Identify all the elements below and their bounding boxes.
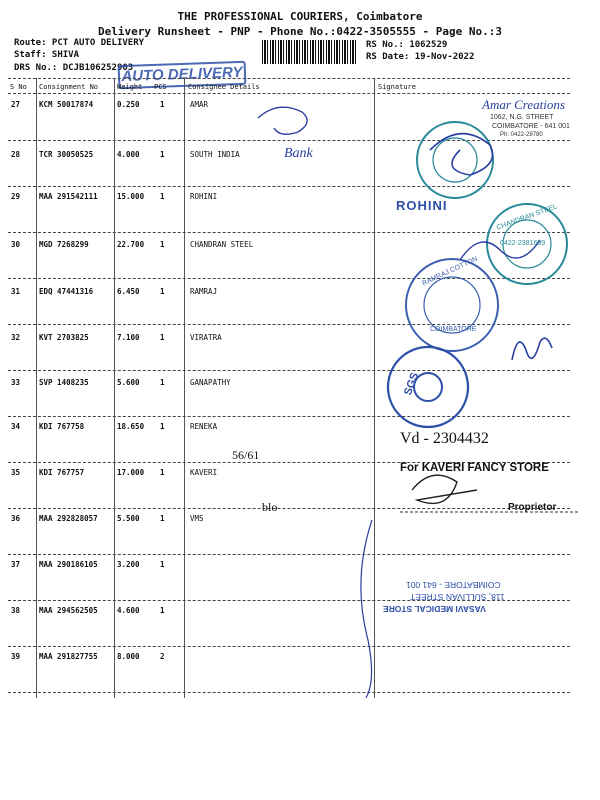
handwriting-5661: 56/61 xyxy=(232,448,260,462)
row-sno: 28 xyxy=(11,150,21,159)
row-pcs: 1 xyxy=(160,333,165,342)
amar-address-2: COIMBATORE - 641 001 xyxy=(492,123,570,130)
signature-scribble xyxy=(430,134,493,175)
vasavi-stamp-line-2: 118, SULLIVAN STREET xyxy=(410,592,505,602)
amar-phone: Ph: 0422-29780 xyxy=(500,132,543,138)
row-weight: 5.500 xyxy=(117,514,140,523)
row-sno: 39 xyxy=(11,652,21,661)
row-weight: 18.650 xyxy=(117,422,145,431)
row-weight: 5.600 xyxy=(117,378,140,387)
rs-number: RS No.: 1062529 xyxy=(366,40,448,50)
signature-scribble xyxy=(412,475,477,503)
signature-scribble xyxy=(512,338,552,360)
row-consignee: RAMRAJ xyxy=(190,287,218,296)
col-header-weight: Weight xyxy=(117,83,143,91)
proprietor-label: Proprietor xyxy=(508,502,557,513)
row-consignment: MAA 292828057 xyxy=(39,514,98,523)
row-sno: 33 xyxy=(11,378,21,387)
col-header-sno: S No xyxy=(10,83,27,91)
round-stamp xyxy=(417,122,493,198)
ramraj-stamp-city: COIMBATORE xyxy=(430,326,477,333)
ramraj-stamp-inner xyxy=(424,277,480,333)
col-header-consignee: Consignee Details xyxy=(188,83,260,91)
scribble-mark xyxy=(258,107,307,134)
row-sno: 29 xyxy=(11,192,21,201)
row-pcs: 1 xyxy=(160,514,165,523)
row-pcs: 1 xyxy=(160,468,165,477)
auto-delivery-stamp: AUTO DELIVERY xyxy=(118,61,247,89)
runsheet-title: Delivery Runsheet - PNP - Phone No.:0422-3505555 - Page No.:3 xyxy=(98,25,502,38)
row-consignee: SOUTH INDIA xyxy=(190,150,240,159)
row-weight: 8.000 xyxy=(117,652,140,661)
row-consignment: MAA 290186105 xyxy=(39,560,98,569)
row-consignment: MAA 291827755 xyxy=(39,652,98,661)
row-pcs: 2 xyxy=(160,652,165,661)
row-weight: 4.000 xyxy=(117,150,140,159)
row-pcs: 1 xyxy=(160,240,165,249)
row-consignee: VMS xyxy=(190,514,204,523)
col-header-pcs: PCS xyxy=(154,83,167,91)
row-sno: 32 xyxy=(11,333,21,342)
row-weight: 22.700 xyxy=(117,240,145,249)
row-consignment: KVT 2703825 xyxy=(39,333,89,342)
drs-number: DRS No.: DCJB106252903 xyxy=(14,63,134,73)
row-pcs: 1 xyxy=(160,100,165,109)
col-header-consignment: Consignment No xyxy=(39,83,99,91)
row-sno: 34 xyxy=(11,422,21,431)
amar-signature: Amar Creations xyxy=(482,97,565,112)
row-weight: 3.200 xyxy=(117,560,140,569)
row-consignee: VIRATRA xyxy=(190,333,222,342)
row-weight: 15.000 xyxy=(117,192,145,201)
row-weight: 0.250 xyxy=(117,100,140,109)
ramraj-stamp-text: RAMRAJ COTTON xyxy=(421,255,479,288)
row-pcs: 1 xyxy=(160,422,165,431)
row-consignment: EDQ 47441316 xyxy=(39,287,94,296)
vasavi-stamp-line-3: COIMBATORE - 641 001 xyxy=(406,580,501,590)
row-weight: 7.100 xyxy=(117,333,140,342)
row-sno: 30 xyxy=(11,240,21,249)
rohini-stamp: ROHINI xyxy=(396,198,448,213)
sgs-round-stamp xyxy=(388,347,468,427)
row-sno: 31 xyxy=(11,287,21,296)
row-pcs: 1 xyxy=(160,378,165,387)
row-consignment: KDI 767758 xyxy=(39,422,85,431)
route-label: Route: PCT AUTO DELIVERY xyxy=(14,38,145,48)
row-sno: 37 xyxy=(11,560,21,569)
row-weight: 17.000 xyxy=(117,468,145,477)
row-pcs: 1 xyxy=(160,192,165,201)
row-sno: 27 xyxy=(11,100,21,109)
row-weight: 4.600 xyxy=(117,606,140,615)
row-consignment: SVP 1408235 xyxy=(39,378,89,387)
row-consignee: RENEKA xyxy=(190,422,218,431)
row-consignee: AMAR xyxy=(190,100,209,109)
row-sno: 35 xyxy=(11,468,21,477)
row-weight: 6.450 xyxy=(117,287,140,296)
row-sno: 36 xyxy=(11,514,21,523)
company-title: THE PROFESSIONAL COURIERS, Coimbatore xyxy=(177,10,423,23)
row-pcs: 1 xyxy=(160,560,165,569)
row-consignee: ROHINI xyxy=(190,192,218,201)
vasavi-stamp-line-1: VASAVI MEDICAL STORE xyxy=(383,604,486,614)
row-consignee: GANAPATHY xyxy=(190,378,231,387)
vd-number-handwriting: Vd - 2304432 xyxy=(400,430,489,447)
kaveri-store-stamp: For KAVERI FANCY STORE xyxy=(400,462,549,474)
col-header-signature: Signature xyxy=(378,83,416,91)
row-pcs: 1 xyxy=(160,606,165,615)
staff-label: Staff: SHIVA xyxy=(14,50,80,60)
bank-handwriting: Bank xyxy=(284,146,313,161)
row-pcs: 1 xyxy=(160,150,165,159)
row-consignment: KCM 50017874 xyxy=(39,100,94,109)
row-consignee: CHANDRAN STEEL xyxy=(190,240,254,249)
amar-address-1: 1062, N.G. STREET xyxy=(490,114,554,121)
bracket-line xyxy=(361,520,372,698)
rs-date: RS Date: 19-Nov-2022 xyxy=(366,52,475,62)
row-consignment: MAA 291542111 xyxy=(39,192,98,201)
row-pcs: 1 xyxy=(160,287,165,296)
row-consignment: MAA 294562505 xyxy=(39,606,98,615)
handwriting-blo: blo xyxy=(262,500,278,514)
row-consignee: KAVERI xyxy=(190,468,218,477)
sgs-stamp-text: SGS xyxy=(402,371,422,397)
chandran-stamp-number: 0422-2381699 xyxy=(500,240,546,247)
row-consignment: MGD 7268299 xyxy=(39,240,89,249)
row-consignment: KDI 767757 xyxy=(39,468,85,477)
chandran-stamp-text: CHANDRAN STEEL xyxy=(495,203,559,232)
row-sno: 38 xyxy=(11,606,21,615)
row-consignment: TCR 30050525 xyxy=(39,150,94,159)
